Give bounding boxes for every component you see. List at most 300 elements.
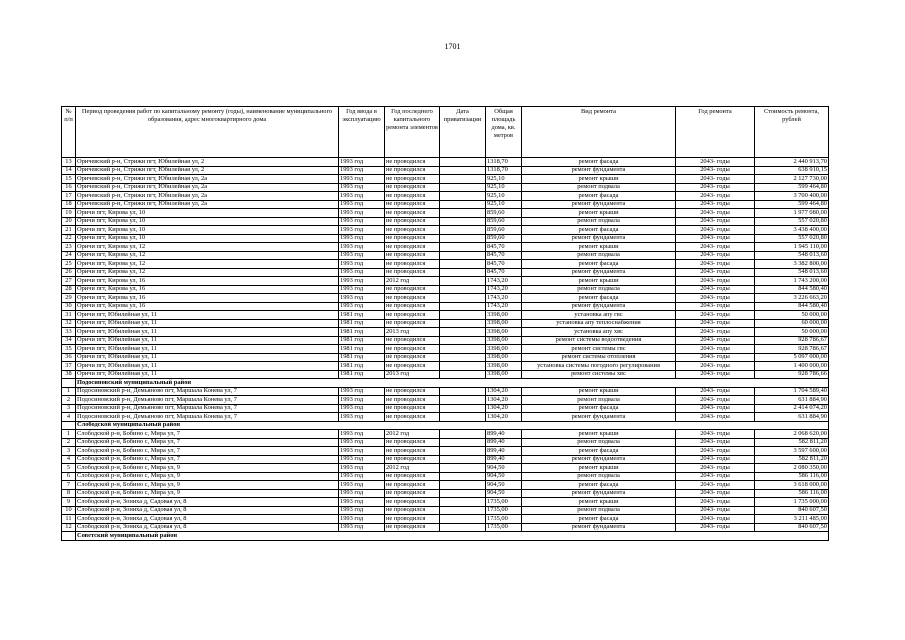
row-last-repair: 2012 год: [385, 464, 440, 473]
row-year-commissioning: 1981 год: [339, 328, 385, 337]
row-repair-period: 2043- годы: [676, 336, 755, 345]
row-address: Оричи пгт, Юбилейная ул, 11: [76, 311, 339, 320]
row-cost: 928 786,67: [755, 336, 829, 345]
section-row: [62, 421, 829, 430]
table-row: [62, 260, 829, 269]
row-year-commissioning: 1993 год: [339, 200, 385, 209]
table-row: [62, 506, 829, 515]
row-cost: 1 977 080,00: [755, 209, 829, 218]
row-address: Оричевский р-н, Стрижи пгт, Юбилейная ул, 2: [76, 158, 339, 167]
row-repair-period: 2043- годы: [676, 285, 755, 294]
row-address: Оричи пгт, Кирова ул, 16: [76, 294, 339, 303]
row-repair-period: 2043- годы: [676, 166, 755, 175]
row-last-repair: 2012 год: [385, 430, 440, 439]
table-row: [62, 438, 829, 447]
row-address: Подосиновский р-н, Демьяново пгт, Маршала Конева ул, 7: [76, 396, 339, 405]
row-repair-period: 2043- годы: [676, 362, 755, 371]
row-year-commissioning: 1993 год: [339, 498, 385, 507]
table-row: [62, 277, 829, 286]
row-year-commissioning: 1993 год: [339, 464, 385, 473]
row-number: 7: [62, 481, 76, 490]
row-year-commissioning: 1993 год: [339, 175, 385, 184]
row-address: Оричевский р-н, Стрижи пгт, Юбилейная ул, 2а: [76, 183, 339, 192]
row-address: Оричи пгт, Кирова ул, 10: [76, 209, 339, 218]
row-number: 34: [62, 336, 76, 345]
table-row: [62, 336, 829, 345]
row-year-commissioning: 1993 год: [339, 192, 385, 201]
row-repair-period: 2043- годы: [676, 404, 755, 413]
row-number: 26: [62, 268, 76, 277]
row-area: 925,10: [486, 183, 522, 192]
row-work-type: ремонт фасада: [522, 260, 676, 269]
row-last-repair: 2013 год: [385, 370, 440, 379]
row-year-commissioning: 1993 год: [339, 217, 385, 226]
row-cost: 1 704 589,40: [755, 387, 829, 396]
row-work-type: ремонт фундамента: [522, 489, 676, 498]
row-cost: 631 884,90: [755, 396, 829, 405]
header-period-address: Период проведения работ по капитальному ремонту (годы), наименование муниципального образования, адрес многоквартирного дома: [76, 107, 339, 158]
row-address: Оричи пгт, Юбилейная ул, 11: [76, 362, 339, 371]
row-privatization: [440, 523, 486, 532]
row-privatization: [440, 345, 486, 354]
table-row: [62, 523, 829, 532]
row-privatization: [440, 336, 486, 345]
row-work-type: ремонт фундамента: [522, 166, 676, 175]
row-repair-period: 2043- годы: [676, 387, 755, 396]
row-address: Слободской р-н, Зониха д, Садовая ул, 8: [76, 523, 339, 532]
row-last-repair: не проводился: [385, 362, 440, 371]
table-row: [62, 226, 829, 235]
row-work-type: ремонт фасада: [522, 226, 676, 235]
table-row: [62, 481, 829, 490]
row-area: 925,10: [486, 192, 522, 201]
row-address: Оричевский р-н, Стрижи пгт, Юбилейная ул, 2а: [76, 175, 339, 184]
table-row: [62, 166, 829, 175]
page-number: 1701: [444, 42, 461, 51]
row-year-commissioning: 1993 год: [339, 481, 385, 490]
row-repair-period: 2043- годы: [676, 413, 755, 422]
row-cost: 557 020,80: [755, 234, 829, 243]
row-privatization: [440, 430, 486, 439]
row-repair-period: 2043- годы: [676, 226, 755, 235]
row-year-commissioning: 1981 год: [339, 311, 385, 320]
row-work-type: ремонт крыши: [522, 498, 676, 507]
row-repair-period: 2043- годы: [676, 328, 755, 337]
row-year-commissioning: 1993 год: [339, 489, 385, 498]
row-number: 35: [62, 345, 76, 354]
row-year-commissioning: 1981 год: [339, 319, 385, 328]
row-repair-period: 2043- годы: [676, 472, 755, 481]
row-area: 925,10: [486, 200, 522, 209]
table-row: [62, 472, 829, 481]
row-area: 3398,00: [486, 311, 522, 320]
row-last-repair: не проводился: [385, 319, 440, 328]
row-work-type: ремонт подвала: [522, 251, 676, 260]
row-last-repair: не проводился: [385, 438, 440, 447]
row-repair-period: 2043- годы: [676, 243, 755, 252]
row-address: Оричи пгт, Кирова ул, 16: [76, 285, 339, 294]
row-last-repair: не проводился: [385, 302, 440, 311]
table-row: [62, 192, 829, 201]
table-row: [62, 345, 829, 354]
capital-repair-table: [61, 106, 829, 541]
row-work-type: ремонт фасада: [522, 294, 676, 303]
row-repair-period: 2043- годы: [676, 277, 755, 286]
row-work-type: ремонт подвала: [522, 183, 676, 192]
table-header-row: [62, 107, 829, 158]
row-repair-period: 2043- годы: [676, 345, 755, 354]
row-cost: 586 116,00: [755, 489, 829, 498]
row-repair-period: 2043- годы: [676, 319, 755, 328]
row-work-type: ремонт системы водоотведения: [522, 336, 676, 345]
row-number: 23: [62, 243, 76, 252]
row-privatization: [440, 506, 486, 515]
row-area: 3398,00: [486, 336, 522, 345]
row-area: 899,40: [486, 430, 522, 439]
row-last-repair: не проводился: [385, 498, 440, 507]
row-cost: 1 735 000,00: [755, 498, 829, 507]
row-work-type: ремонт подвала: [522, 472, 676, 481]
row-year-commissioning: 1993 год: [339, 506, 385, 515]
row-address: Оричи пгт, Юбилейная ул, 11: [76, 345, 339, 354]
table-row: [62, 447, 829, 456]
row-repair-period: 2043- годы: [676, 268, 755, 277]
table-row: [62, 328, 829, 337]
header-work-type: Вид ремонта: [522, 107, 676, 158]
row-area: 859,60: [486, 226, 522, 235]
row-work-type: ремонт крыши: [522, 430, 676, 439]
row-area: 3398,00: [486, 370, 522, 379]
row-work-type: ремонт системы отопления: [522, 353, 676, 362]
table-row: [62, 455, 829, 464]
table-row: [62, 515, 829, 524]
row-work-type: ремонт фундамента: [522, 413, 676, 422]
row-year-commissioning: 1981 год: [339, 336, 385, 345]
row-area: 1318,70: [486, 166, 522, 175]
row-last-repair: не проводился: [385, 243, 440, 252]
row-area: 1743,20: [486, 294, 522, 303]
row-privatization: [440, 404, 486, 413]
table-row: [62, 175, 829, 184]
row-number: 6: [62, 472, 76, 481]
row-address: Оричи пгт, Кирова ул, 12: [76, 260, 339, 269]
row-year-commissioning: 1993 год: [339, 404, 385, 413]
row-area: 1304,20: [486, 396, 522, 405]
table-row: [62, 217, 829, 226]
row-area: 3398,00: [486, 328, 522, 337]
row-area: 899,40: [486, 438, 522, 447]
row-work-type: установка системы погодного регулирования: [522, 362, 676, 371]
row-address: Оричи пгт, Кирова ул, 12: [76, 243, 339, 252]
row-cost: 3 438 400,00: [755, 226, 829, 235]
row-address: Оричевский р-н, Стрижи пгт, Юбилейная ул, 2а: [76, 192, 339, 201]
row-privatization: [440, 260, 486, 269]
row-cost: 50 000,00: [755, 328, 829, 337]
row-cost: 3 618 000,00: [755, 481, 829, 490]
row-address: Оричи пгт, Юбилейная ул, 11: [76, 336, 339, 345]
row-last-repair: не проводился: [385, 226, 440, 235]
row-number: 3: [62, 404, 76, 413]
row-cost: 50 000,00: [755, 311, 829, 320]
table-row: [62, 285, 829, 294]
row-cost: 631 884,90: [755, 413, 829, 422]
row-area: 845,70: [486, 268, 522, 277]
row-number: 21: [62, 226, 76, 235]
row-address: Слободской р-н, Зониха д, Садовая ул, 8: [76, 498, 339, 507]
row-work-type: ремонт подвала: [522, 285, 676, 294]
row-work-type: ремонт системы хвс: [522, 370, 676, 379]
row-privatization: [440, 447, 486, 456]
row-work-type: ремонт фасада: [522, 481, 676, 490]
table-row: [62, 158, 829, 167]
row-privatization: [440, 200, 486, 209]
row-cost: 2 080 350,00: [755, 464, 829, 473]
row-year-commissioning: 1993 год: [339, 234, 385, 243]
row-year-commissioning: 1993 год: [339, 515, 385, 524]
row-repair-period: 2043- годы: [676, 260, 755, 269]
row-privatization: [440, 277, 486, 286]
row-privatization: [440, 251, 486, 260]
row-address: Оричевский р-н, Стрижи пгт, Юбилейная ул, 2а: [76, 200, 339, 209]
row-repair-period: 2043- годы: [676, 311, 755, 320]
row-area: 1735,00: [486, 506, 522, 515]
row-area: 845,70: [486, 243, 522, 252]
row-cost: 2 127 730,00: [755, 175, 829, 184]
row-work-type: ремонт фундамента: [522, 268, 676, 277]
row-address: Подосиновский р-н, Демьяново пгт, Маршала Конева ул, 7: [76, 404, 339, 413]
row-year-commissioning: 1993 год: [339, 260, 385, 269]
row-last-repair: не проводился: [385, 158, 440, 167]
row-privatization: [440, 183, 486, 192]
table-row: [62, 489, 829, 498]
row-number: 25: [62, 260, 76, 269]
row-cost: 2 440 913,70: [755, 158, 829, 167]
row-last-repair: не проводился: [385, 311, 440, 320]
row-year-commissioning: 1981 год: [339, 345, 385, 354]
row-year-commissioning: 1993 год: [339, 268, 385, 277]
row-cost: 548 013,60: [755, 251, 829, 260]
table-row: [62, 209, 829, 218]
row-number: 28: [62, 285, 76, 294]
row-number: 17: [62, 192, 76, 201]
row-address: Оричи пгт, Кирова ул, 16: [76, 302, 339, 311]
row-number: 12: [62, 523, 76, 532]
row-last-repair: не проводился: [385, 523, 440, 532]
row-privatization: [440, 498, 486, 507]
table-row: [62, 353, 829, 362]
table-row: [62, 430, 829, 439]
row-privatization: [440, 192, 486, 201]
row-area: 1743,20: [486, 302, 522, 311]
row-cost: 844 580,40: [755, 285, 829, 294]
row-year-commissioning: 1993 год: [339, 285, 385, 294]
table-row: [62, 370, 829, 379]
row-privatization: [440, 370, 486, 379]
row-privatization: [440, 396, 486, 405]
row-repair-period: 2043- годы: [676, 192, 755, 201]
row-cost: 1 945 110,00: [755, 243, 829, 252]
row-privatization: [440, 489, 486, 498]
row-area: 899,40: [486, 455, 522, 464]
row-number: 16: [62, 183, 76, 192]
row-last-repair: не проводился: [385, 234, 440, 243]
row-address: Оричи пгт, Кирова ул, 10: [76, 217, 339, 226]
row-work-type: ремонт подвала: [522, 396, 676, 405]
table-row: [62, 498, 829, 507]
row-repair-period: 2043- годы: [676, 464, 755, 473]
header-cost: Стоимость ремонта, рублей: [755, 107, 829, 158]
row-repair-period: 2043- годы: [676, 396, 755, 405]
row-number: 29: [62, 294, 76, 303]
row-cost: 928 786,67: [755, 345, 829, 354]
row-address: Оричи пгт, Юбилейная ул, 11: [76, 353, 339, 362]
row-privatization: [440, 472, 486, 481]
row-area: 1743,20: [486, 285, 522, 294]
row-number: 32: [62, 319, 76, 328]
table-row: [62, 243, 829, 252]
row-address: Слободской р-н, Бобино с, Мира ул, 7: [76, 430, 339, 439]
row-repair-period: 2043- годы: [676, 523, 755, 532]
section-row: [62, 532, 829, 541]
row-area: 3398,00: [486, 319, 522, 328]
row-work-type: установка апу гвс: [522, 311, 676, 320]
row-last-repair: не проводился: [385, 217, 440, 226]
row-year-commissioning: 1993 год: [339, 209, 385, 218]
row-number: 18: [62, 200, 76, 209]
row-repair-period: 2043- годы: [676, 489, 755, 498]
row-cost: 1 743 200,00: [755, 277, 829, 286]
row-address: Оричи пгт, Кирова ул, 12: [76, 251, 339, 260]
row-last-repair: не проводился: [385, 396, 440, 405]
row-address: Подосиновский р-н, Демьяново пгт, Маршала Конева ул, 7: [76, 413, 339, 422]
row-area: 925,10: [486, 175, 522, 184]
header-privatization: Дата приватизации: [440, 107, 486, 158]
row-repair-period: 2043- годы: [676, 481, 755, 490]
row-privatization: [440, 481, 486, 490]
row-privatization: [440, 166, 486, 175]
row-year-commissioning: 1993 год: [339, 226, 385, 235]
section-title: Советский муниципальный район: [76, 532, 829, 541]
row-number: 8: [62, 489, 76, 498]
row-last-repair: не проводился: [385, 209, 440, 218]
row-last-repair: не проводился: [385, 294, 440, 303]
table-row: [62, 200, 829, 209]
row-cost: 548 013,60: [755, 268, 829, 277]
table-row: [62, 183, 829, 192]
row-number: 13: [62, 158, 76, 167]
row-last-repair: не проводился: [385, 183, 440, 192]
row-privatization: [440, 362, 486, 371]
row-repair-period: 2043- годы: [676, 430, 755, 439]
row-work-type: ремонт фасада: [522, 404, 676, 413]
row-area: 1743,20: [486, 277, 522, 286]
row-privatization: [440, 464, 486, 473]
row-last-repair: не проводился: [385, 251, 440, 260]
row-area: 3398,00: [486, 345, 522, 354]
row-repair-period: 2043- годы: [676, 158, 755, 167]
row-address: Оричи пгт, Юбилейная ул, 11: [76, 370, 339, 379]
row-number: 22: [62, 234, 76, 243]
row-number: 27: [62, 277, 76, 286]
row-area: 859,60: [486, 234, 522, 243]
row-cost: 3 597 600,00: [755, 447, 829, 456]
row-last-repair: не проводился: [385, 345, 440, 354]
row-address: Оричи пгт, Кирова ул, 10: [76, 234, 339, 243]
row-repair-period: 2043- годы: [676, 175, 755, 184]
row-work-type: установка апу хвс: [522, 328, 676, 337]
row-last-repair: 2013 год: [385, 328, 440, 337]
row-cost: 1 400 000,00: [755, 362, 829, 371]
row-last-repair: не проводился: [385, 268, 440, 277]
row-address: Слободской р-н, Бобино с, Мира ул, 9: [76, 489, 339, 498]
row-number: 10: [62, 506, 76, 515]
row-work-type: ремонт фасада: [522, 447, 676, 456]
row-cost: 582 811,20: [755, 438, 829, 447]
row-privatization: [440, 268, 486, 277]
row-cost: 3 382 800,00: [755, 260, 829, 269]
row-privatization: [440, 455, 486, 464]
row-year-commissioning: 1993 год: [339, 294, 385, 303]
header-repair-year: Год ремонта: [676, 107, 755, 158]
row-year-commissioning: 1993 год: [339, 166, 385, 175]
header-num: № п/п: [62, 107, 76, 158]
row-number: 24: [62, 251, 76, 260]
row-address: Оричи пгт, Кирова ул, 12: [76, 268, 339, 277]
row-repair-period: 2043- годы: [676, 251, 755, 260]
row-number: 36: [62, 353, 76, 362]
row-number: 15: [62, 175, 76, 184]
row-last-repair: не проводился: [385, 481, 440, 490]
row-last-repair: не проводился: [385, 404, 440, 413]
row-repair-period: 2043- годы: [676, 183, 755, 192]
row-last-repair: не проводился: [385, 285, 440, 294]
row-last-repair: не проводился: [385, 472, 440, 481]
row-last-repair: не проводился: [385, 489, 440, 498]
row-cost: 928 786,66: [755, 370, 829, 379]
row-year-commissioning: 1993 год: [339, 183, 385, 192]
row-area: 1304,20: [486, 404, 522, 413]
row-area: 904,50: [486, 489, 522, 498]
row-year-commissioning: 1993 год: [339, 438, 385, 447]
table-row: [62, 319, 829, 328]
table-row: [62, 404, 829, 413]
header-last-repair: Год последнего капитального ремонта элементов: [385, 107, 440, 158]
row-privatization: [440, 285, 486, 294]
row-address: Слободской р-н, Зониха д, Садовая ул, 8: [76, 515, 339, 524]
row-work-type: ремонт фундамента: [522, 234, 676, 243]
row-cost: 2 068 620,00: [755, 430, 829, 439]
row-cost: 3 700 400,00: [755, 192, 829, 201]
table-body: [62, 158, 829, 541]
row-number: 19: [62, 209, 76, 218]
row-cost: 2 414 074,20: [755, 404, 829, 413]
row-address: Слободской р-н, Бобино с, Мира ул, 7: [76, 455, 339, 464]
row-number: 31: [62, 311, 76, 320]
table-row: [62, 268, 829, 277]
row-work-type: ремонт подвала: [522, 438, 676, 447]
row-number: 1: [62, 387, 76, 396]
row-last-repair: 2012 год: [385, 277, 440, 286]
row-repair-period: 2043- годы: [676, 506, 755, 515]
row-privatization: [440, 328, 486, 337]
row-work-type: ремонт фундамента: [522, 455, 676, 464]
row-address: Оричи пгт, Юбилейная ул, 11: [76, 328, 339, 337]
row-address: Оричи пгт, Юбилейная ул, 11: [76, 319, 339, 328]
row-address: Оричи пгт, Кирова ул, 10: [76, 226, 339, 235]
row-cost: 557 020,80: [755, 217, 829, 226]
row-work-type: ремонт подвала: [522, 506, 676, 515]
row-repair-period: 2043- годы: [676, 438, 755, 447]
